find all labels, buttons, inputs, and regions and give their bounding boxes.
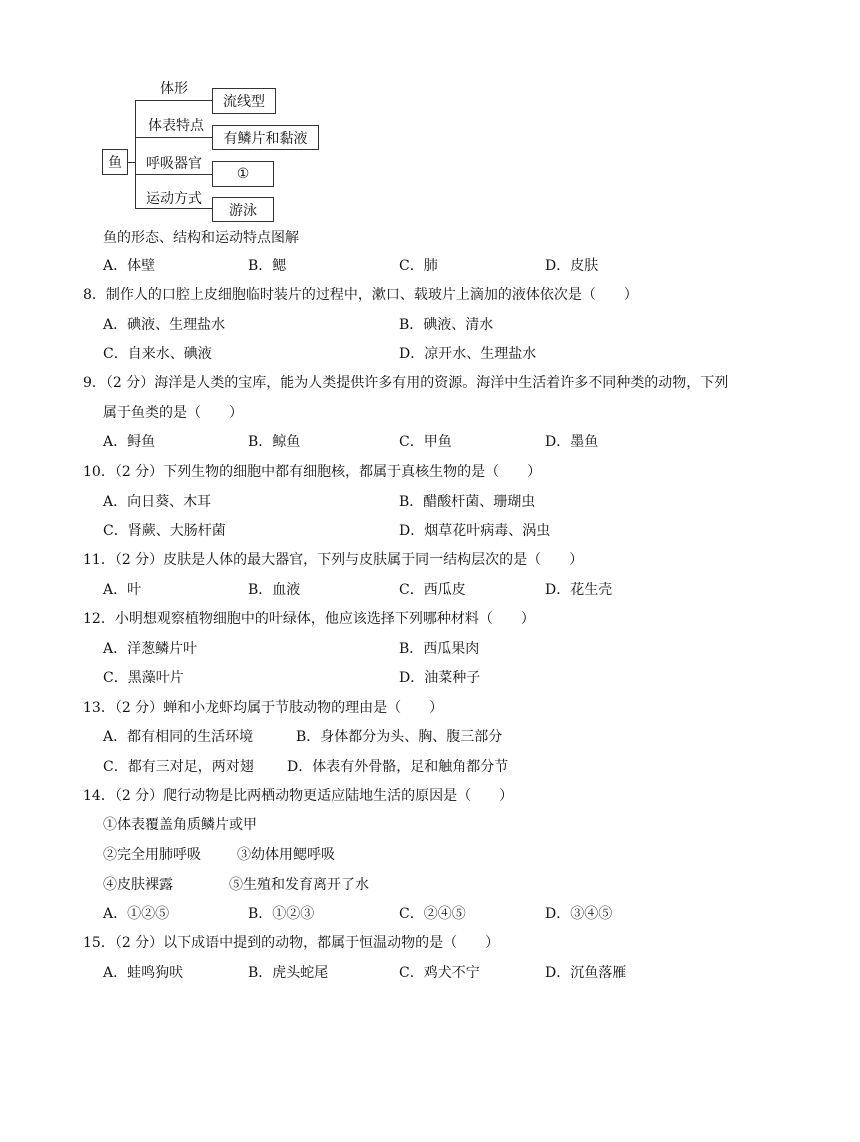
diagram-label: 呼吸器官	[146, 156, 202, 172]
q9-option: C．甲鱼	[399, 434, 452, 450]
q13-option: A．都有相同的生活环境	[103, 729, 254, 745]
q8-stem: 8．制作人的口腔上皮细胞临时装片的过程中，漱口、载玻片上滴加的液体依次是（ ）	[83, 287, 638, 303]
diagram-value-box	[212, 161, 274, 187]
q13-option: D．体表有外骨骼，足和触角都分节	[287, 759, 509, 775]
q9-stem-continued: 属于鱼类的是（ ）	[103, 405, 243, 421]
q12-stem: 12．小明想观察植物细胞中的叶绿体，他应该选择下列哪种材料（ ）	[83, 611, 535, 627]
q14-stem: 14．（2 分）爬行动物是比两栖动物更适应陆地生活的原因是（ ）	[83, 788, 514, 804]
q10-option: C．肾蕨、大肠杆菌	[103, 523, 226, 539]
q10-option: A．向日葵、木耳	[103, 494, 212, 510]
q10-option: B．醋酸杆菌、珊瑚虫	[399, 494, 536, 510]
diagram-value-box	[212, 125, 319, 150]
q7-option: D．皮肤	[545, 258, 599, 274]
diagram-value-box	[212, 88, 276, 114]
q12-option: A．洋葱鳞片叶	[103, 641, 198, 657]
q15-option: B．虎头蛇尾	[248, 965, 329, 981]
diagram-connector	[135, 137, 212, 138]
q12-option: C．黑藻叶片	[103, 670, 184, 686]
q14-option: D．③④⑤	[545, 906, 613, 922]
q13-stem: 13．（2 分）蝉和小龙虾均属于节肢动物的理由是（ ）	[83, 700, 444, 716]
q9-option: D．墨鱼	[545, 434, 599, 450]
q14-item: ⑤生殖和发育离开了水	[229, 877, 369, 893]
diagram-value: ①	[236, 166, 250, 182]
q7-option: C．肺	[399, 258, 438, 274]
q11-option: A．叶	[103, 582, 142, 598]
diagram-connector	[135, 100, 212, 101]
diagram-connector	[135, 100, 136, 208]
q13-option: C．都有三对足，两对翅	[103, 759, 254, 775]
diagram-value: 游泳	[229, 202, 257, 219]
q8-option: C．自来水、碘液	[103, 346, 212, 362]
q11-option: C．西瓜皮	[399, 582, 466, 598]
diagram-connector	[128, 162, 135, 163]
diagram-label: 运动方式	[146, 191, 202, 207]
q14-option: A．①②⑤	[103, 906, 170, 922]
q10-option: D．烟草花叶病毒、涡虫	[399, 523, 551, 539]
q8-option: B．碘液、清水	[399, 317, 494, 333]
q14-item: ①体表覆盖角质鳞片或甲	[103, 817, 257, 833]
diagram-label: 体形	[160, 81, 188, 97]
q11-option: B．血液	[248, 582, 301, 598]
diagram-value-box	[212, 197, 274, 222]
q12-option: D．油菜种子	[399, 670, 481, 686]
q15-option: C．鸡犬不宁	[399, 965, 480, 981]
q13-option: B．身体都分为头、胸、腹三部分	[296, 729, 503, 745]
q14-option: C．②④⑤	[399, 906, 466, 922]
q7-option: B．鳃	[248, 258, 287, 274]
q15-option: A．蛙鸣狗吠	[103, 965, 184, 981]
q14-item: ②完全用肺呼吸	[103, 847, 201, 863]
q15-stem: 15．（2 分）以下成语中提到的动物，都属于恒温动物的是（ ）	[83, 935, 500, 951]
q12-option: B．西瓜果肉	[399, 641, 480, 657]
q7-option: A．体壁	[103, 258, 156, 274]
q11-stem: 11．（2 分）皮肤是人体的最大器官，下列与皮肤属于同一结构层次的是（ ）	[83, 552, 584, 568]
diagram-value: 流线型	[223, 94, 265, 110]
q15-option: D．沉鱼落雁	[545, 965, 627, 981]
q14-item: ③幼体用鳃呼吸	[237, 847, 335, 863]
q9-stem: 9．（2 分）海洋是人类的宝库，能为人类提供许多有用的资源。海洋中生活着许多不同种类的动物，下列	[83, 375, 729, 391]
q8-option: D．凉开水、生理盐水	[399, 346, 537, 362]
q14-item: ④皮肤裸露	[103, 877, 173, 893]
diagram-root-box	[102, 149, 128, 175]
q9-option: B．鲸鱼	[248, 434, 301, 450]
q11-option: D．花生壳	[545, 582, 613, 598]
diagram-connector	[135, 208, 212, 209]
diagram-value: 有鳞片和黏液	[223, 130, 308, 147]
diagram-connector	[135, 174, 212, 175]
diagram-caption: 鱼的形态、结构和运动特点图解	[103, 230, 299, 246]
diagram-root-label: 鱼	[108, 155, 122, 171]
q10-stem: 10．（2 分）下列生物的细胞中都有细胞核，都属于真核生物的是（ ）	[83, 464, 542, 480]
q9-option: A．鲟鱼	[103, 434, 156, 450]
q8-option: A．碘液、生理盐水	[103, 317, 226, 333]
diagram-label: 体表特点	[148, 118, 204, 134]
q14-option: B．①②③	[248, 906, 315, 922]
